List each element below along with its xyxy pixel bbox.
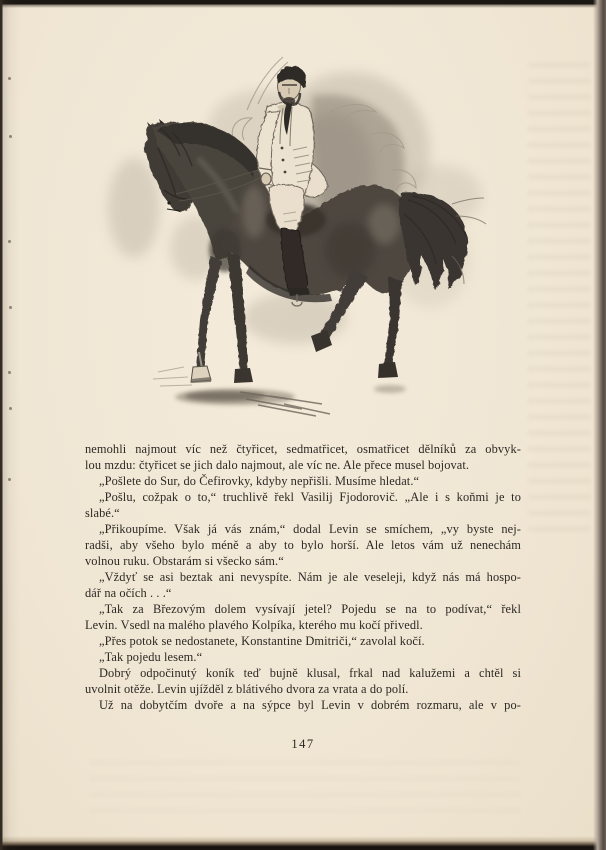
text-line: slabé.“ (85, 506, 120, 520)
text-line: uvolnit otěže. Levin ujížděl z blátivého dvora za vrata a do polí. (85, 682, 409, 696)
rider-hand (261, 173, 271, 185)
reverse-page-showthrough (528, 62, 590, 532)
text-line: volnou ruku. Obstarám si všecko sám.“ (85, 554, 284, 568)
text-line: Už na dobytčím dvoře a na sýpce byl Levin v dobrém rozmaru, ale v po- (99, 698, 521, 712)
ground-shadow (153, 367, 406, 416)
scan-edge-top (0, 0, 606, 8)
binding-speck (8, 77, 11, 80)
text-line: nemohli najmout víc než čtyřicet, sedmatřicet, osmatřicet dělníků za obvyk- (85, 442, 521, 456)
binding-speck (9, 407, 12, 410)
text-line: „Přes potok se nedostanete, Konstantine Dmitriči,“ zavolal kočí. (99, 634, 425, 648)
binding-speck (9, 306, 12, 309)
scan-edge-left (0, 0, 20, 850)
text-block (85, 441, 521, 713)
page-number: 147 (291, 737, 315, 751)
text-line: radši, aby všeho bylo méně a aby to bylo horší. Ale letos vám už nenechám (85, 538, 521, 552)
text-line: Levin. Vsedl na malého plavého Kolpíka, kterého mu kočí přivedl. (85, 618, 423, 632)
scan-edge-bottom (0, 836, 606, 850)
text-line: „Pošlete do Sur, do Čefirovky, kdyby nepřišli. Musíme hledat.“ (99, 474, 420, 488)
text-line: Dobrý odpočinutý koník teď bujně klusal, frkal nad kalužemi a chtěl si (99, 666, 521, 680)
text-line: dář na očích . . .“ (85, 586, 172, 600)
binding-speck (8, 240, 11, 243)
text-line: „Pošlu, cožpak o to,“ truchlivě řekl Vasilij Fjodorovič. „Ale i s koňmi je to (99, 490, 521, 504)
binding-speck (8, 478, 11, 481)
binding-speck (9, 135, 12, 138)
horse-rider-illustration (88, 36, 512, 438)
text-line: lou mzdu: čtyřicet se jich dalo najmout, ale víc ne. Ale přece musel bojovat. (85, 458, 470, 472)
reverse-page-showthrough (90, 760, 520, 820)
text-line: „Tak pojedu lesem.“ (99, 650, 203, 664)
text-line: „Vždyť se asi beztak ani nevyspíte. Nám je ale veseleji, když nás má hospo- (99, 570, 521, 584)
binding-speck (8, 371, 11, 374)
text-line: „Přikoupíme. Však já vás znám,“ dodal Levin se smíchem, „vy byste nej- (99, 522, 521, 536)
text-line: „Tak za Březovým dolem vysívají jetel? Pojedu se na to podívat,“ řekl (99, 602, 521, 616)
scan-edge-right (593, 0, 606, 850)
